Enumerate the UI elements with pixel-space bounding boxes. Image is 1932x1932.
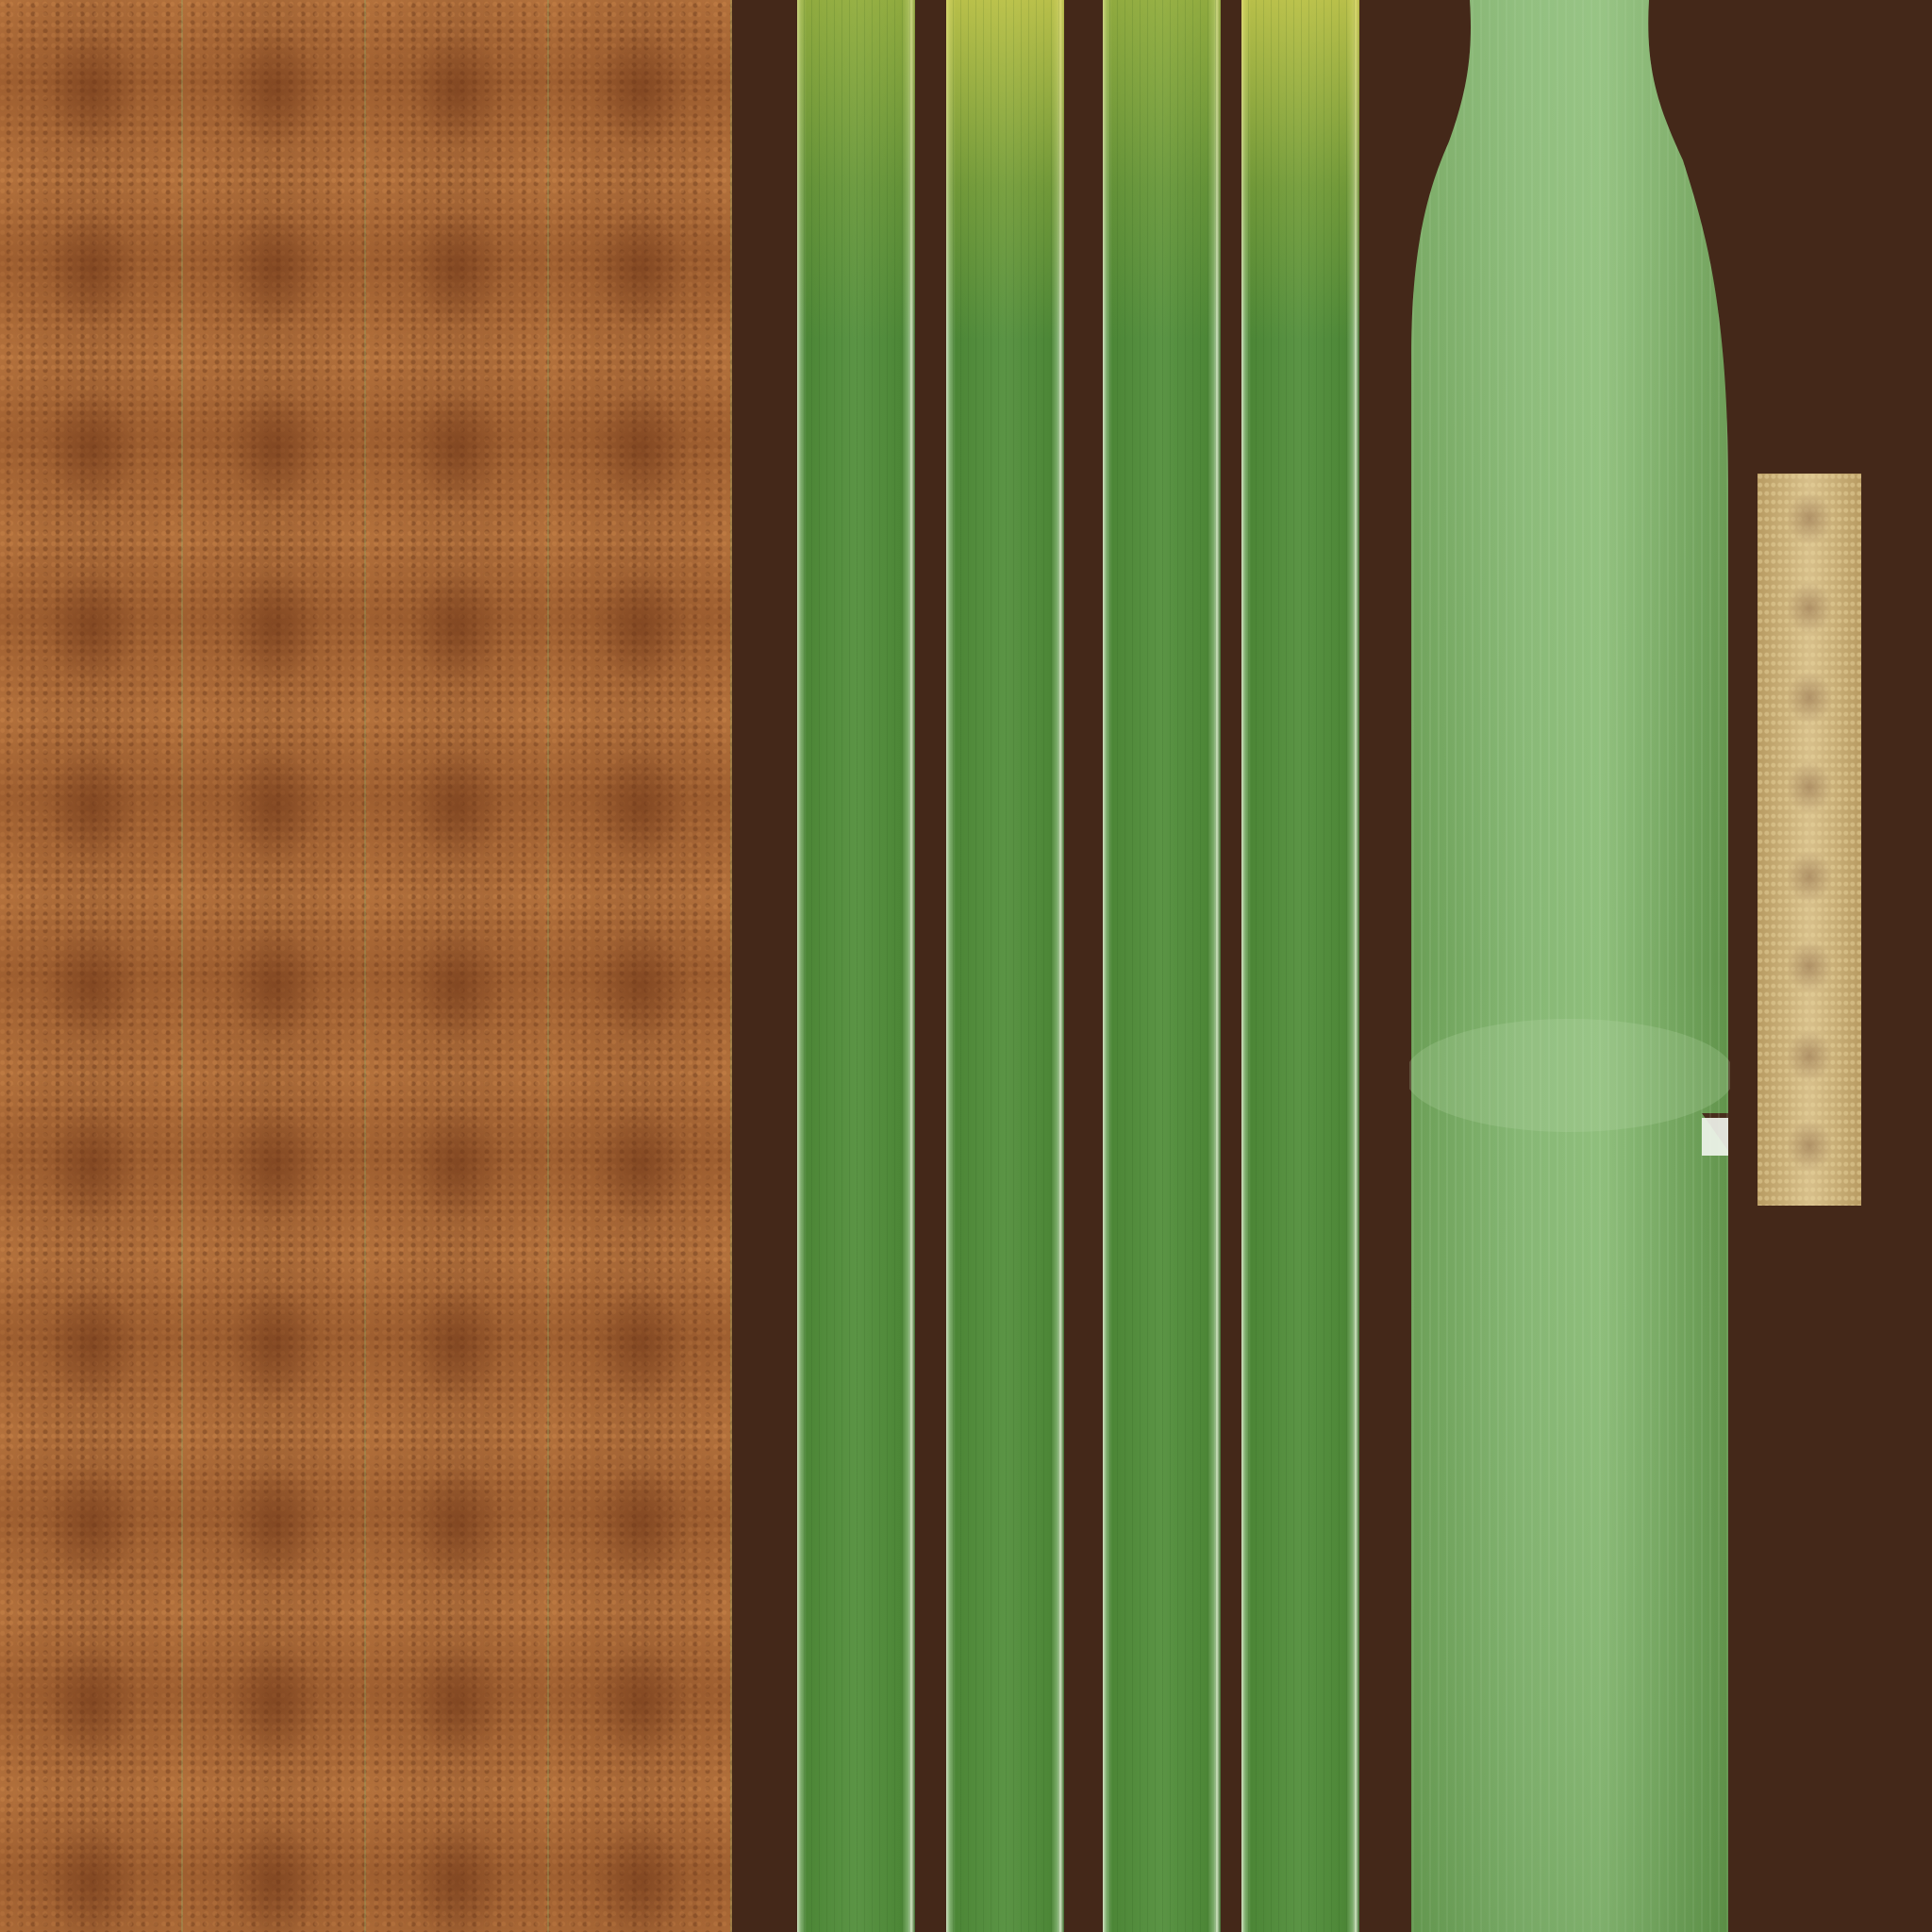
leaf-blade-strip [1103,0,1221,1932]
leaf-blade-strip [1241,0,1359,1932]
leaf-blade-strip [946,0,1064,1932]
tassel-texture-strip [1757,474,1861,1206]
leaf-sheath-texture [1409,0,1730,1932]
soil-texture-tile [0,0,732,1932]
leaf-blade-strip [797,0,915,1932]
